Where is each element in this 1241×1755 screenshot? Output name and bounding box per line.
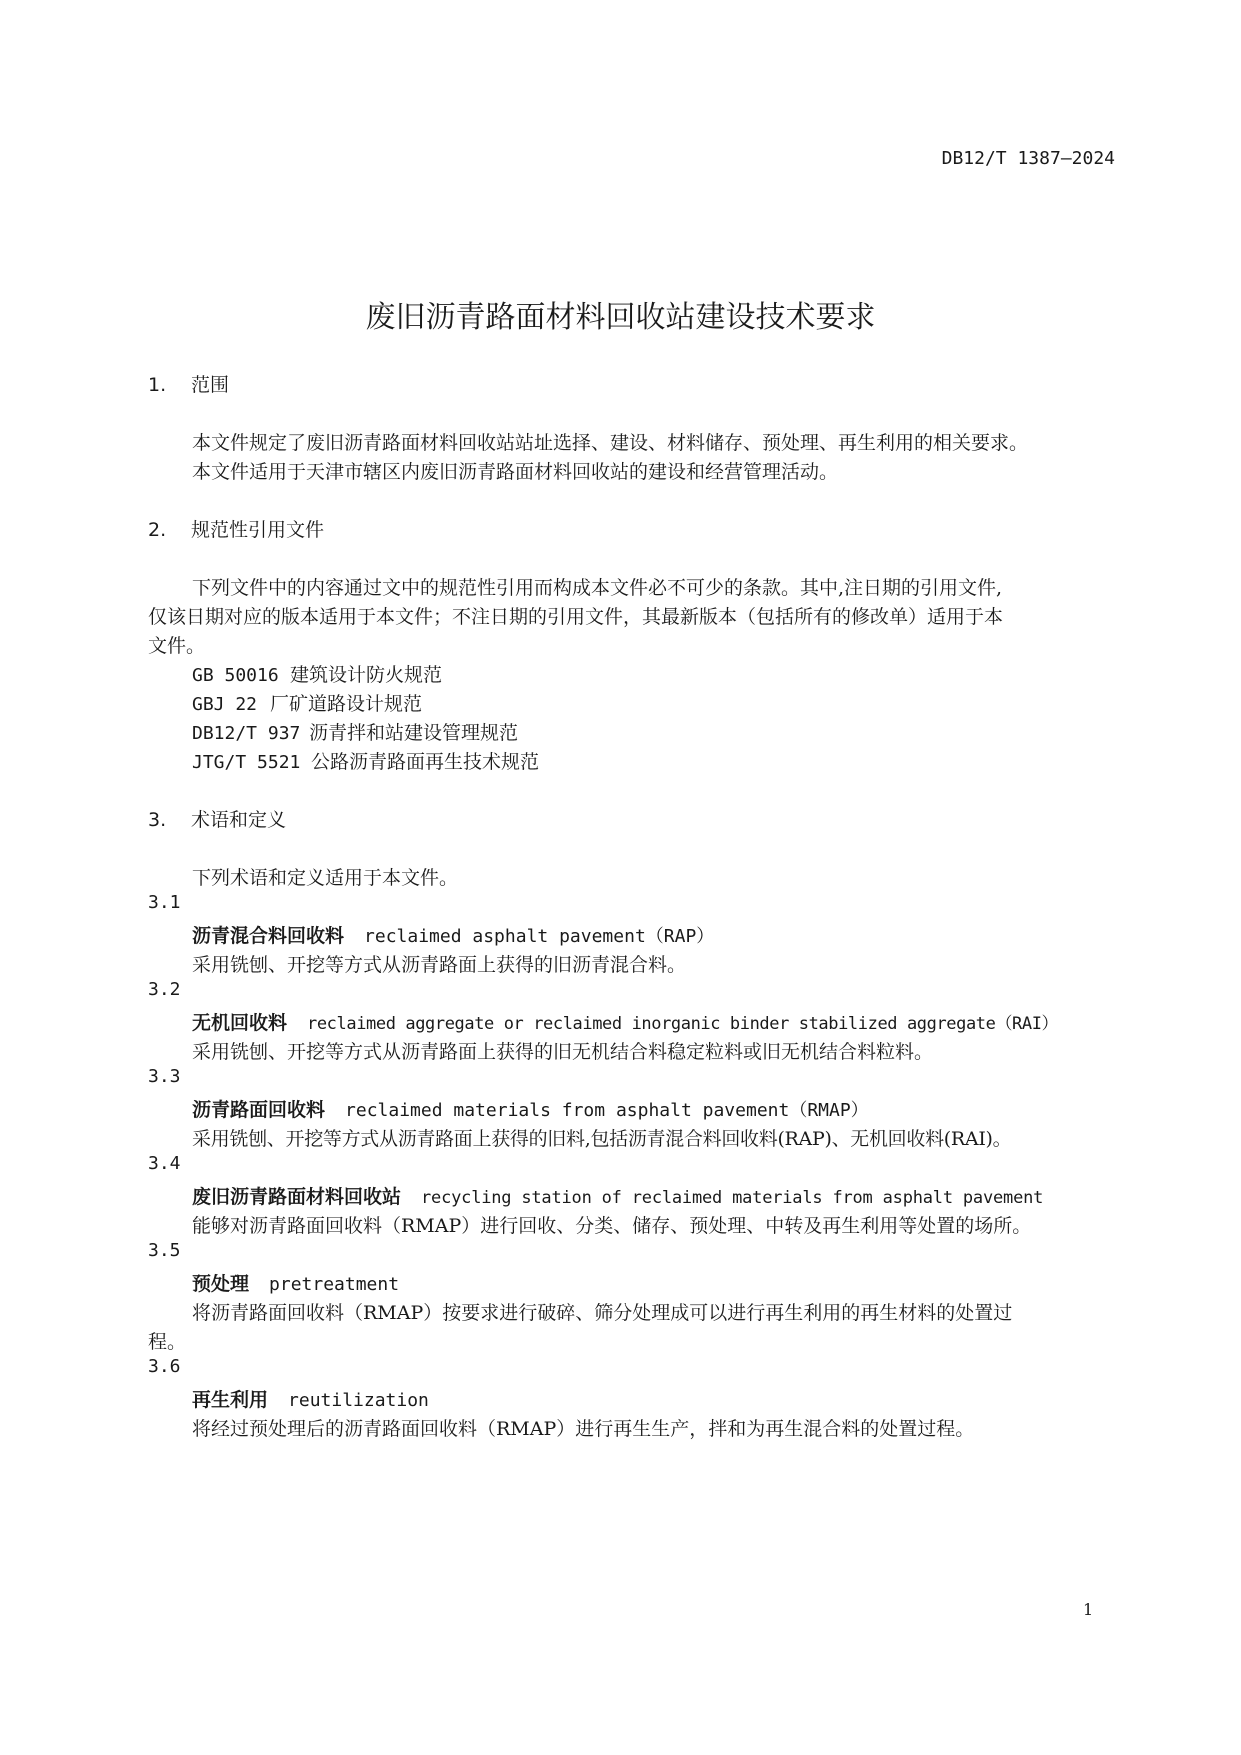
term-definition: 采用铣刨、开挖等方式从沥青路面上获得的旧料,包括沥青混合料回收料(RAP)、无机回收料(RAI)。 xyxy=(192,1128,1012,1150)
term-number: 3.4 xyxy=(148,1153,181,1174)
term-en: reutilization xyxy=(288,1390,429,1411)
term-title xyxy=(192,921,714,948)
section-number: 3. xyxy=(148,809,167,831)
section-number: 1. xyxy=(148,374,167,396)
term-number: 3.3 xyxy=(148,1066,181,1087)
section-title: 术语和定义 xyxy=(191,809,287,831)
term-title xyxy=(192,1385,429,1412)
term-title xyxy=(192,1269,399,1296)
section-heading-scope xyxy=(148,370,229,397)
reference-name: 厂矿道路设计规范 xyxy=(270,693,423,715)
reference-item xyxy=(192,718,518,745)
references-intro-line: 下列文件中的内容通过文中的规范性引用而构成本文件必不可少的条款。其中,注日期的引用文件, xyxy=(192,577,1003,599)
term-cn: 沥青路面回收料 xyxy=(192,1099,326,1121)
term-cn: 预处理 xyxy=(192,1273,250,1295)
term-cn: 废旧沥青路面材料回收站 xyxy=(192,1186,402,1208)
term-en: pretreatment xyxy=(269,1274,400,1295)
scope-paragraph: 本文件适用于天津市辖区内废旧沥青路面材料回收站的建设和经营管理活动。 xyxy=(192,461,839,483)
standard-code: DB12/T 1387—2024 xyxy=(941,148,1115,169)
term-en: reclaimed materials from asphalt pavement（RMAP） xyxy=(345,1100,869,1121)
term-definition: 将经过预处理后的沥青路面回收料（RMAP）进行再生生产，拌和为再生混合料的处置过程。 xyxy=(192,1418,975,1440)
section-title: 范围 xyxy=(191,374,230,396)
reference-code: DB12/T 937 xyxy=(192,723,301,744)
reference-code: GB 50016 xyxy=(192,665,279,686)
terms-intro: 下列术语和定义适用于本文件。 xyxy=(192,867,459,889)
term-cn: 沥青混合料回收料 xyxy=(192,925,345,947)
section-title: 规范性引用文件 xyxy=(191,519,325,541)
scope-paragraph: 本文件规定了废旧沥青路面材料回收站站址选择、建设、材料储存、预处理、再生利用的相关要求。 xyxy=(192,432,1029,454)
term-title xyxy=(192,1182,1043,1209)
term-definition: 采用铣刨、开挖等方式从沥青路面上获得的旧无机结合料稳定粒料或旧无机结合料粒料。 xyxy=(192,1041,934,1063)
reference-item xyxy=(192,747,539,774)
reference-item xyxy=(192,660,442,687)
reference-code: JTG/T 5521 xyxy=(192,752,301,773)
term-definition: 将沥青路面回收料（RMAP）按要求进行破碎、筛分处理成可以进行再生利用的再生材料的处置过 xyxy=(192,1302,1013,1324)
term-en: reclaimed aggregate or reclaimed inorganic binder stabilized aggregate（RAI） xyxy=(307,1014,1059,1034)
term-definition: 程。 xyxy=(148,1331,187,1353)
term-number: 3.5 xyxy=(148,1240,181,1261)
reference-name: 公路沥青路面再生技术规范 xyxy=(311,751,540,773)
term-definition: 采用铣刨、开挖等方式从沥青路面上获得的旧沥青混合料。 xyxy=(192,954,687,976)
term-number: 3.2 xyxy=(148,979,181,1000)
section-heading-terms xyxy=(148,805,286,832)
reference-item xyxy=(192,689,422,716)
term-definition: 能够对沥青路面回收料（RMAP）进行回收、分类、储存、预处理、中转及再生利用等处置的场所。 xyxy=(192,1215,1032,1237)
document-title: 废旧沥青路面材料回收站建设技术要求 xyxy=(365,300,876,335)
term-number: 3.6 xyxy=(148,1356,181,1377)
section-heading-references xyxy=(148,515,324,542)
references-intro-line: 仅该日期对应的版本适用于本文件；不注日期的引用文件，其最新版本（包括所有的修改单）适用于本 xyxy=(148,606,1004,628)
term-en: reclaimed asphalt pavement（RAP） xyxy=(364,926,715,947)
term-title xyxy=(192,1095,869,1122)
term-cn: 再生利用 xyxy=(192,1389,269,1411)
reference-name: 建筑设计防火规范 xyxy=(290,664,443,686)
section-number: 2. xyxy=(148,519,167,541)
term-cn: 无机回收料 xyxy=(192,1012,288,1034)
reference-name: 沥青拌和站建设管理规范 xyxy=(309,722,519,744)
term-number: 3.1 xyxy=(148,892,181,913)
reference-code: GBJ 22 xyxy=(192,694,258,715)
page-number: 1 xyxy=(1083,1600,1094,1619)
term-title xyxy=(192,1008,1058,1035)
term-en: recycling station of reclaimed materials from asphalt pavement xyxy=(421,1188,1044,1208)
references-intro-line: 文件。 xyxy=(148,635,206,657)
